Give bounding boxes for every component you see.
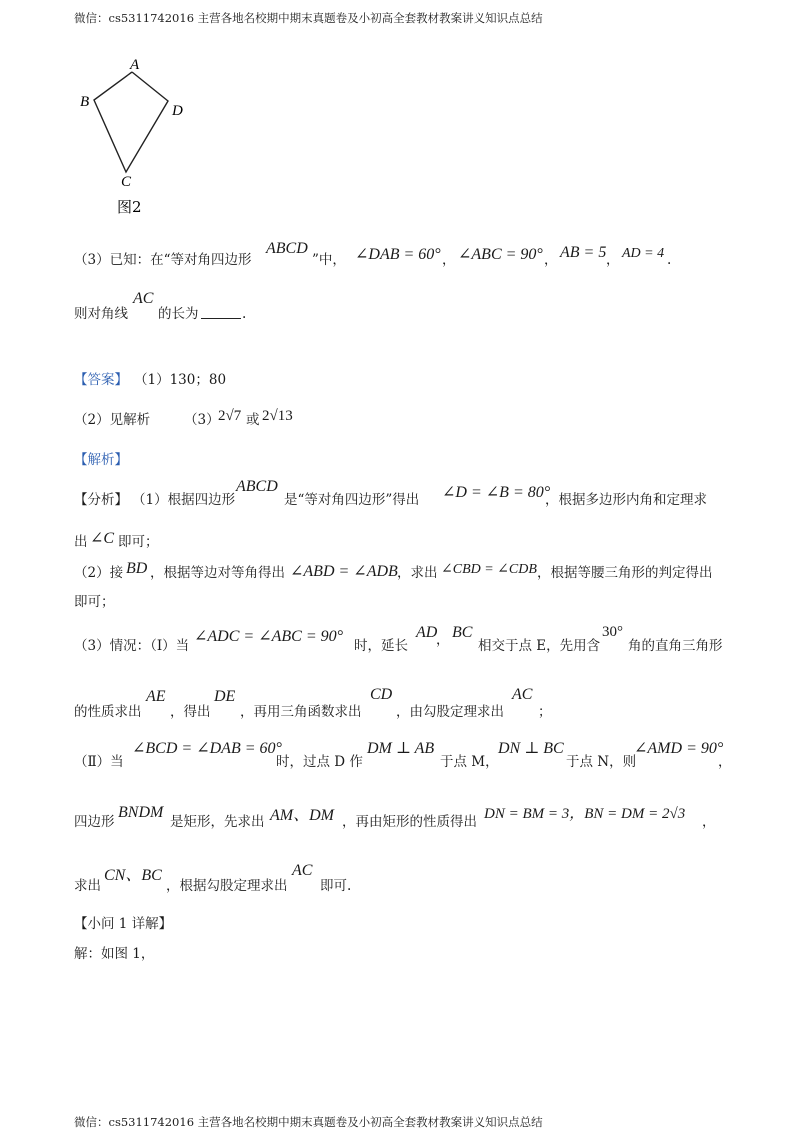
page-footer: 微信：cs5311742016 主营各地名校期中期末真题卷及小初高全套教材教案讲义知识点总结 bbox=[74, 1115, 543, 1129]
q3-line2-mid: 的长为 bbox=[158, 306, 199, 322]
sub-question-heading: 【小问 1 详解】 bbox=[74, 916, 173, 932]
q3-quad: ABCD bbox=[266, 240, 308, 257]
solution-start: 解：如图 1， bbox=[74, 946, 155, 962]
vertex-label-c: C bbox=[121, 174, 132, 190]
analysis-heading: 【分析】 bbox=[74, 492, 128, 508]
answer-blank bbox=[201, 304, 241, 323]
answer-tag: 【答案】 bbox=[74, 372, 128, 388]
vertex-label-d: D bbox=[172, 103, 183, 119]
q3-prefix: （3）已知：在“等对角四边形 bbox=[74, 252, 252, 268]
answer-part3-value-b: 2√13 bbox=[262, 408, 293, 424]
answer-part3-label: （3） bbox=[184, 412, 220, 428]
q3-cond-4: AD = 4 bbox=[622, 246, 665, 261]
q3-ac: AC bbox=[133, 290, 154, 307]
quadrilateral-outline bbox=[94, 72, 168, 172]
answer-part1: （1）130；80 bbox=[134, 372, 227, 388]
q3-cond-1: ∠DAB = 60° bbox=[355, 246, 441, 263]
quadrilateral-diagram bbox=[70, 55, 210, 220]
vertex-label-b: B bbox=[80, 94, 90, 110]
answer-part2: （2）见解析 bbox=[74, 412, 151, 428]
page-header: 微信：cs5311742016 主营各地名校期中期末真题卷及小初高全套教材教案讲义知识点总结 bbox=[74, 11, 543, 25]
q3-mid: ”中， bbox=[312, 252, 346, 268]
quadrilateral-figure bbox=[70, 55, 210, 220]
analysis-tag: 【解析】 bbox=[74, 452, 128, 468]
vertex-label-a: A bbox=[130, 57, 140, 73]
q3-line2-start: 则对角线 bbox=[74, 306, 128, 322]
q3-cond-2: ∠ABC = 90° bbox=[458, 246, 543, 263]
figure-caption: 图2 bbox=[117, 198, 142, 216]
q3-cond-3: AB = 5 bbox=[560, 244, 607, 261]
answer-part3-value-a: 2√7 bbox=[218, 408, 242, 424]
